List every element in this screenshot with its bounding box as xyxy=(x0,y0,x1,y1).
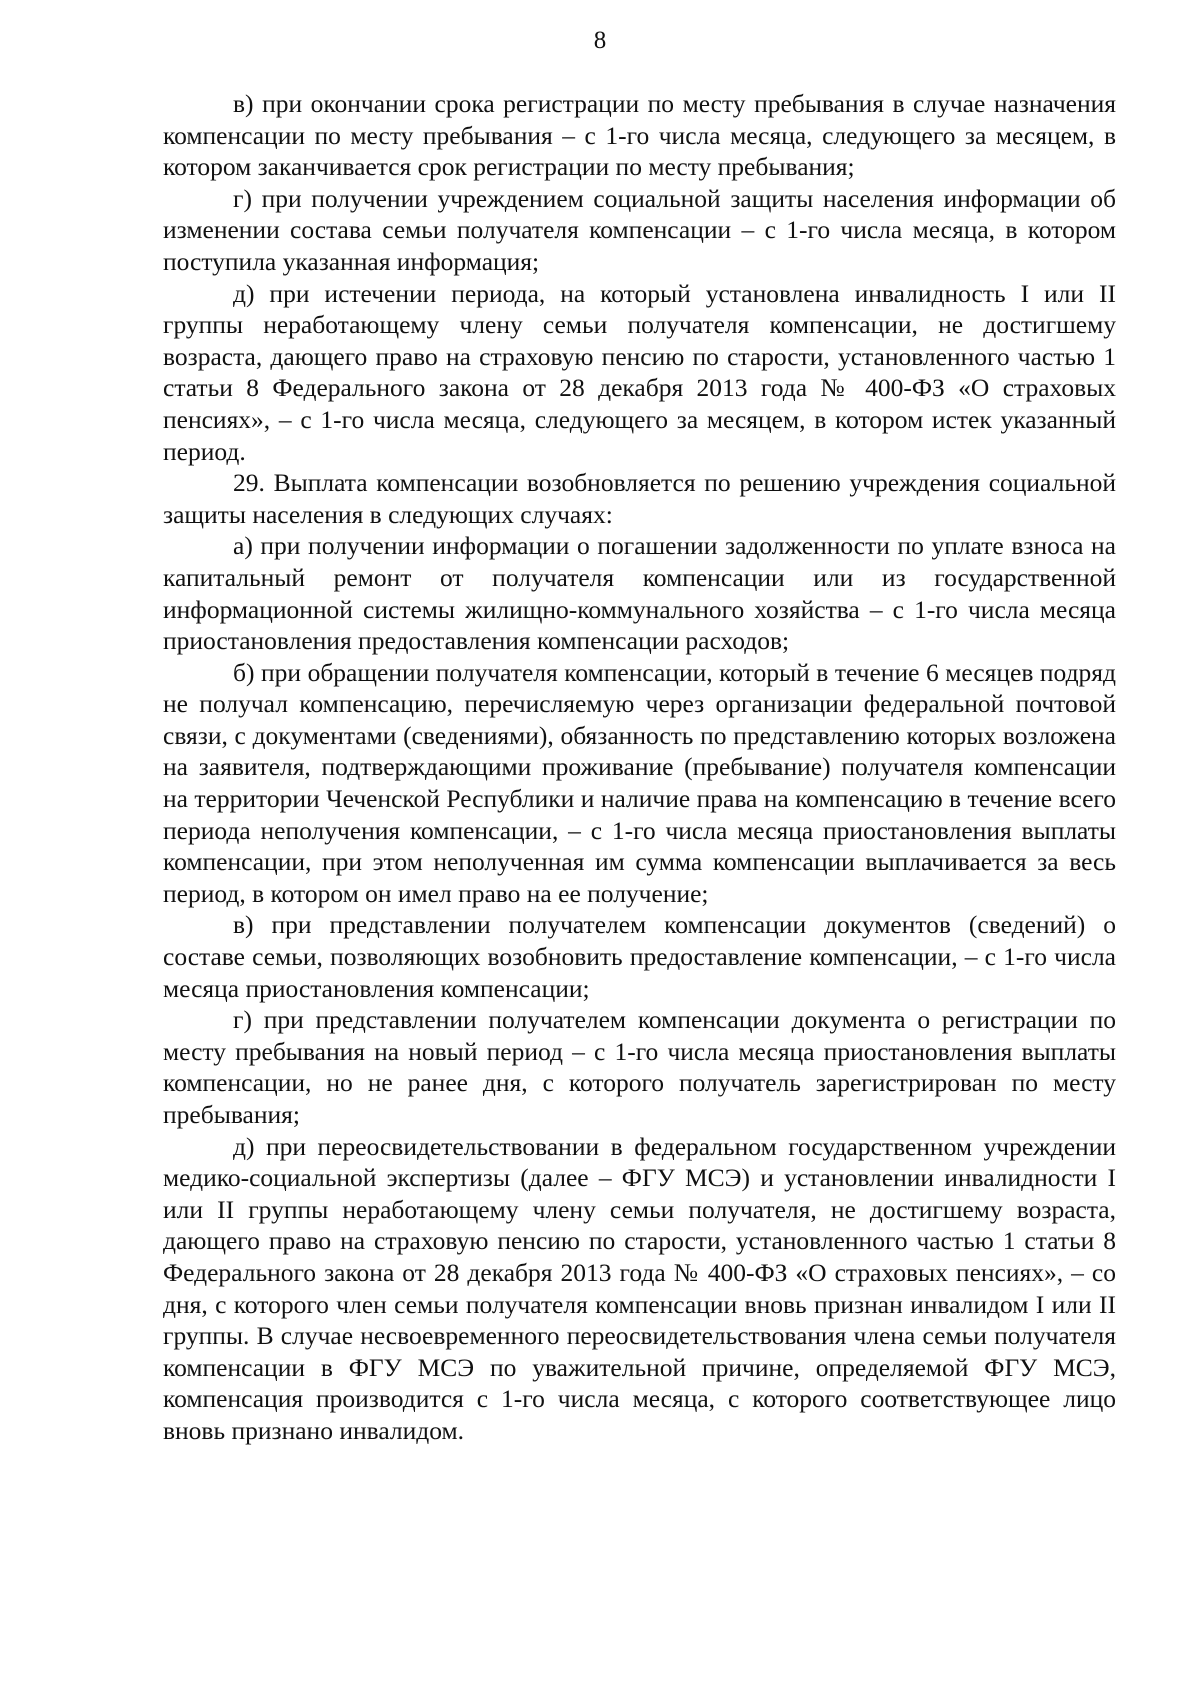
paragraph-29-resumption: 29. Выплата компенсации возобновляется по решению учреждения социальной защиты населения в следующих случаях: xyxy=(163,468,1116,529)
paragraph-v-family-documents: в) при представлении получателем компенсации документов (сведений) о составе семьи, позволяющих возобновить предоставление компенсации, – с 1-го числа месяца приостановления компенсации; xyxy=(163,910,1116,1003)
paragraph-g-family-change: г) при получении учреждением социальной защиты населения информации об изменении состава семьи получателя компенсации – с 1-го числа месяца, в котором поступила указанная информация; xyxy=(163,183,1116,276)
paragraph-b-six-months: б) при обращении получателя компенсации, который в течение 6 месяцев подряд не получал компенсацию, перечисляемую через организации федеральной почтовой связи, с документами (сведениями), обязанность по представлению которых возложена на заявителя, подтверждающими проживание (пребывание) получателя компенсации на территории Чеченской Республики и наличие права на компенсацию в течение всего периода неполучения компенсации, – с 1-го числа месяца приостановления выплаты компенсации, при этом неполученная им сумма компенсации выплачивается за весь период, в котором он имел право на ее получение; xyxy=(163,657,1116,908)
paragraph-d-disability-period-end: д) при истечении периода, на который установлена инвалидность I или II группы неработающему члену семьи получателя компенсации, не достигшему возраста, дающего право на страховую пенсию по старости, установленного частью 1 статьи 8 Федерального закона от 28 декабря 2013 года № 400-ФЗ «О страховых пенсиях», – с 1-го числа месяца, следующего за месяцем, в котором истек указанный период. xyxy=(163,278,1116,466)
paragraph-d-reexamination: д) при переосвидетельствовании в федеральном государственном учреждении медико-социальной экспертизы (далее – ФГУ МСЭ) и установлении инвалидности I или II группы неработающему члену семьи получателя, не достигшему возраста, дающего право на страховую пенсию по старости, установленного частью 1 статьи 8 Федерального закона от 28 декабря 2013 года № 400-ФЗ «О страховых пенсиях», – со дня, с которого член семьи получателя компенсации вновь признан инвалидом I или II группы. В случае несвоевременного переосвидетельствования члена семьи получателя компенсации в ФГУ МСЭ по уважительной причине, определяемой ФГУ МСЭ, компенсация производится с 1-го числа месяца, с которого соответствующее лицо вновь признано инвалидом. xyxy=(163,1131,1116,1445)
paragraph-v-registration-end: в) при окончании срока регистрации по месту пребывания в случае назначения компенсации по месту пребывания – с 1-го числа месяца, следующего за месяцем, в котором заканчивается срок регистрации по месту пребывания; xyxy=(163,89,1116,182)
paragraph-a-debt-repaid: а) при получении информации о погашении задолженности по уплате взноса на капитальный ремонт от получателя компенсации или из государственной информационной системы жилищно-коммунального хозяйства – с 1-го числа месяца приостановления предоставления компенсации расходов; xyxy=(163,531,1116,656)
paragraph-g-new-registration: г) при представлении получателем компенсации документа о регистрации по месту пребывания на новый период – с 1-го числа месяца приостановления выплаты компенсации, но не ранее дня, с которого получатель зарегистрирован по месту пребывания; xyxy=(163,1005,1116,1129)
page-number: 8 xyxy=(593,27,607,54)
document-body xyxy=(163,88,1116,1447)
